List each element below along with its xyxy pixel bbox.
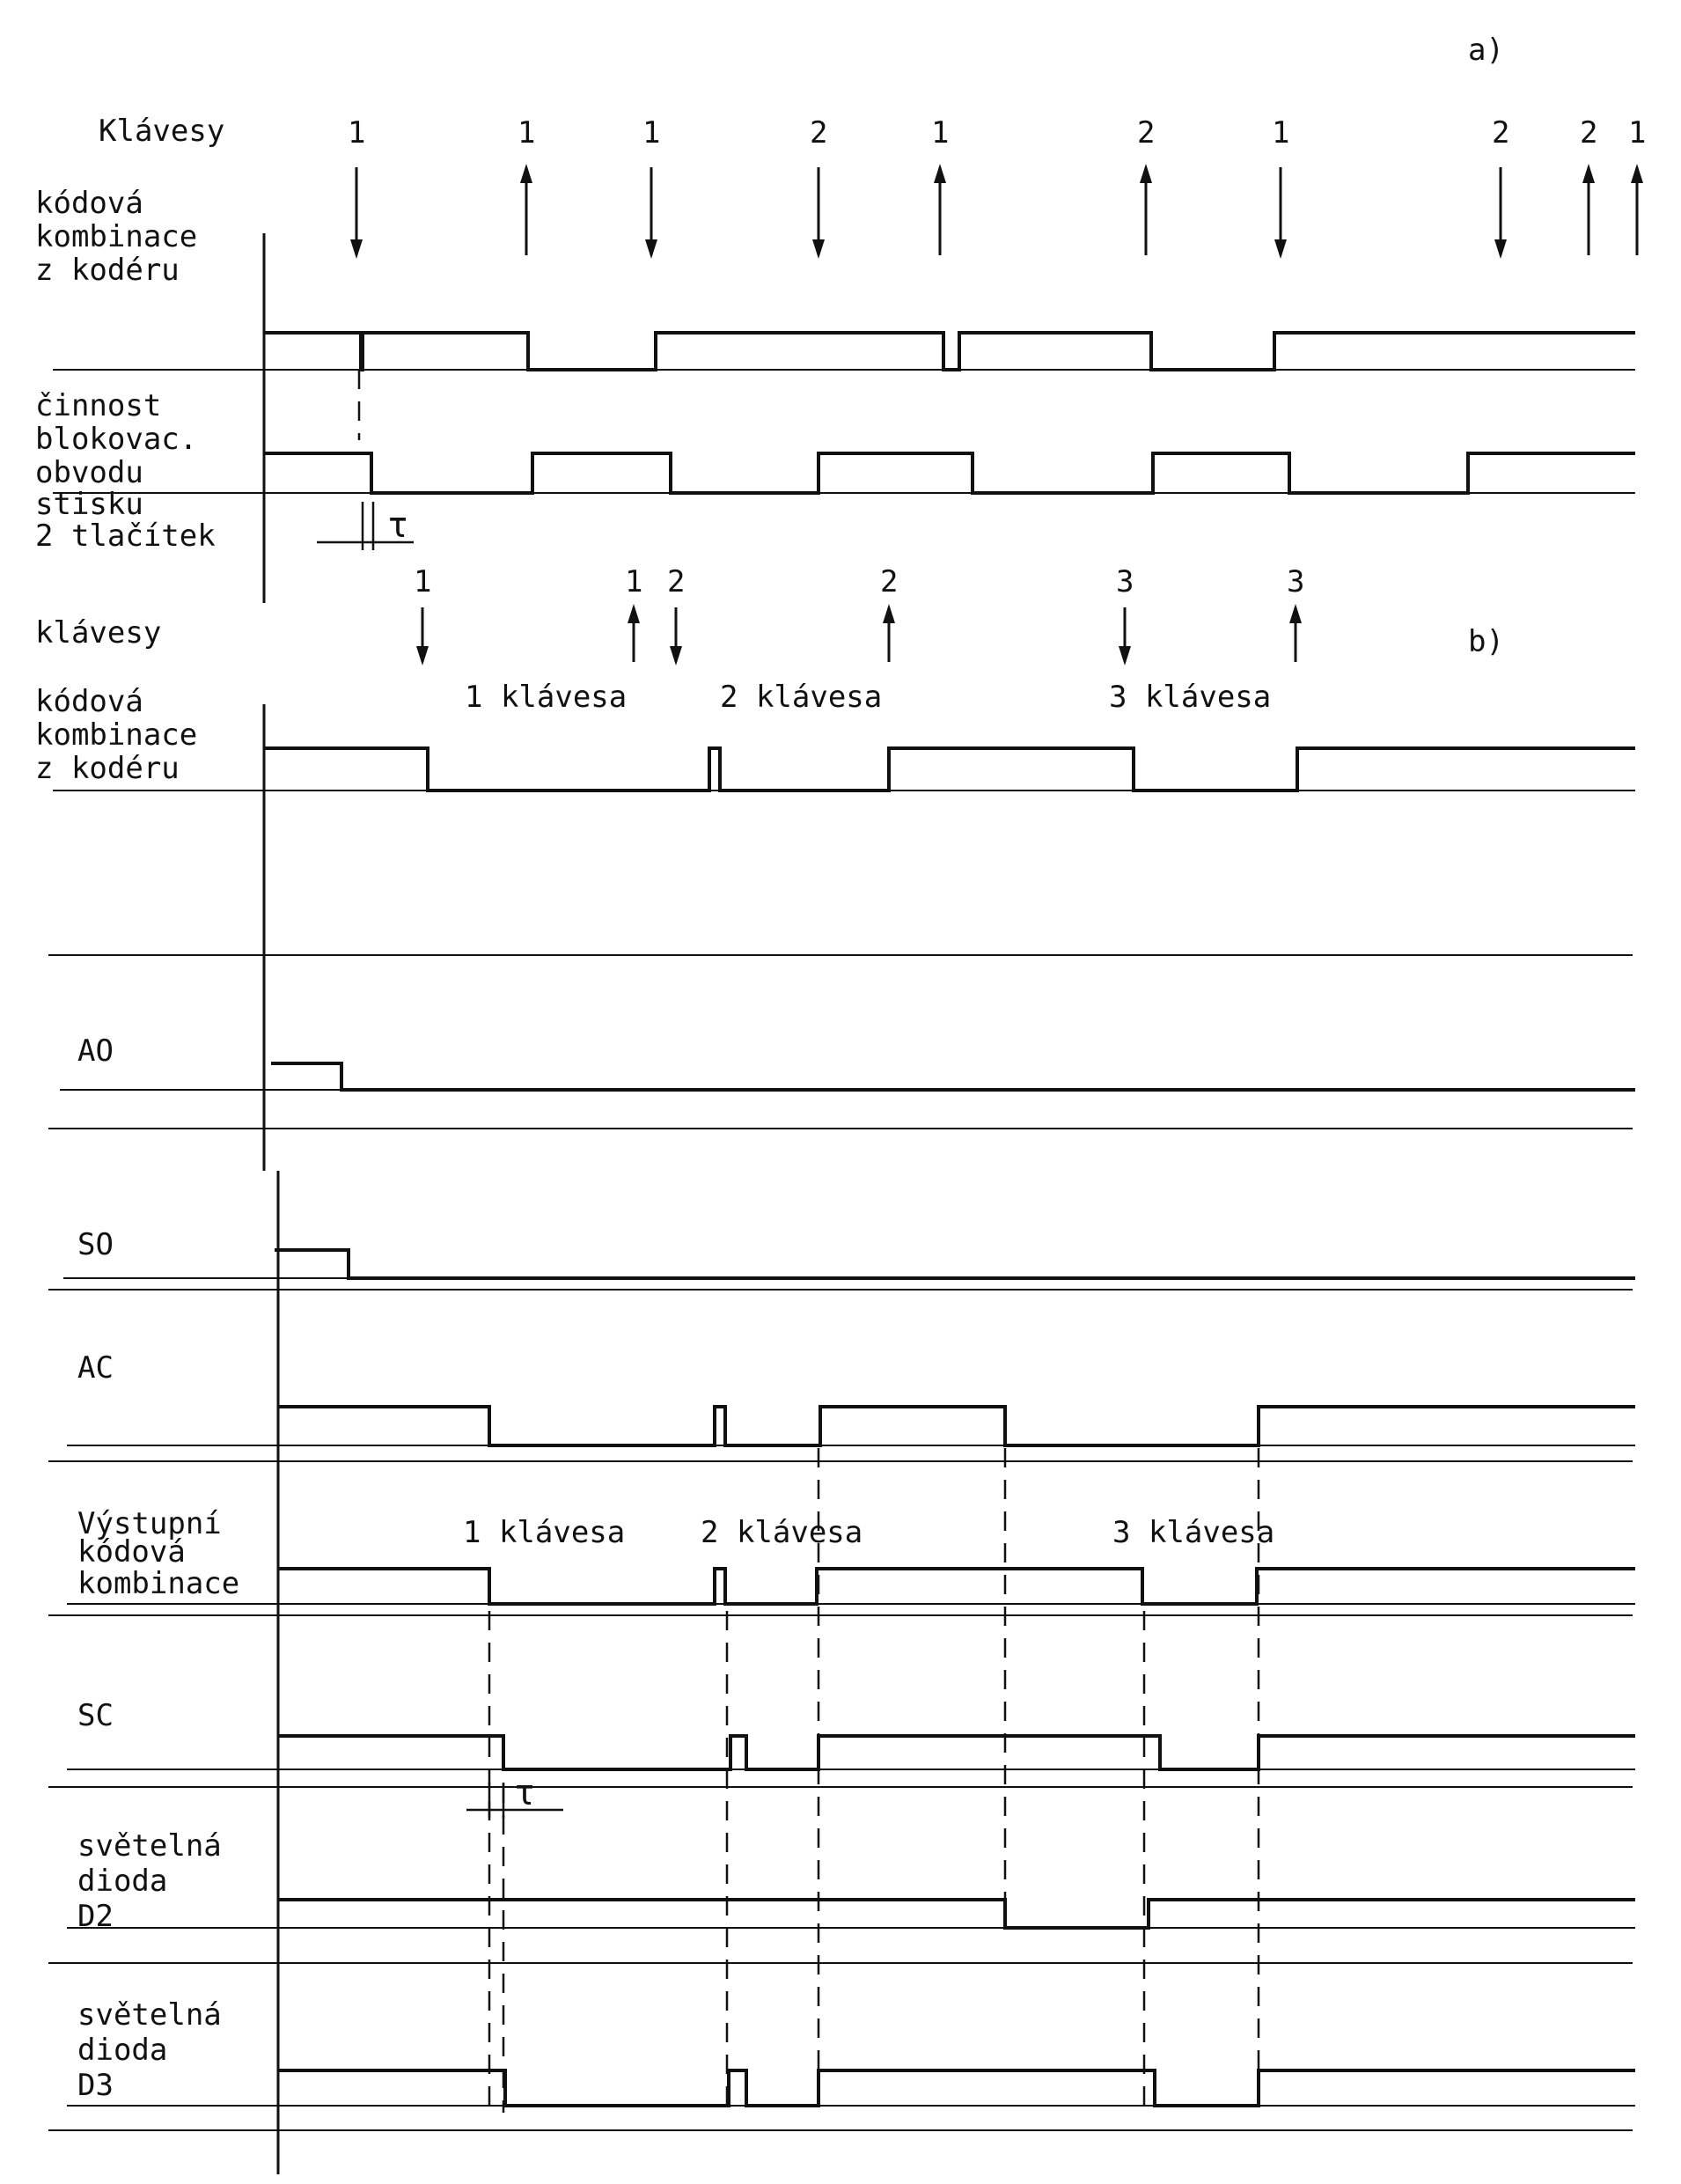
arrow-down-icon [416, 646, 429, 665]
part-a-blocking-label-line: činnost [35, 388, 162, 423]
output-annotation: 3 klávesa [1112, 1515, 1275, 1550]
d3-label [77, 1997, 239, 2103]
arrow-up-icon [1582, 164, 1595, 183]
tau-symbol-b: τ [514, 1773, 536, 1813]
arrow-down-icon [645, 239, 657, 259]
wave-d2 [278, 1900, 1635, 1928]
arrow-down-icon [812, 239, 825, 259]
key-number-a: 2 [1137, 115, 1156, 151]
guide-lines [48, 233, 1633, 2174]
output-code-label-line: Výstupní [77, 1506, 222, 1541]
d3-label-line: světelná [77, 1997, 222, 2033]
tau-symbol-a: τ [387, 505, 409, 546]
key-number-a: 1 [348, 115, 366, 151]
part-b-keys-title: klávesy [35, 615, 162, 651]
arrow-up-icon [520, 164, 532, 183]
key-number-a: 2 [810, 115, 828, 151]
part-a-keys-title: Klávesy [99, 114, 225, 149]
wave-output-code [278, 1569, 1635, 1604]
key-number-b: 2 [667, 564, 686, 599]
key-number-b: 1 [625, 564, 643, 599]
d2-label [77, 1828, 239, 1934]
ac-label: AC [77, 1350, 114, 1386]
code-annotation: 1 klávesa [465, 680, 628, 715]
wave-so [275, 1250, 1635, 1278]
key-number-b: 3 [1116, 564, 1134, 599]
arrow-down-icon [1119, 646, 1131, 665]
key-number-a: 1 [1272, 115, 1290, 151]
sc-label: SC [77, 1698, 114, 1733]
output-code-label-line: kódová [77, 1534, 186, 1570]
output-annotation: 2 klávesa [701, 1515, 863, 1550]
wave-d3 [278, 2070, 1635, 2106]
output-code-label [77, 1506, 239, 1601]
d2-label-line: D2 [77, 1899, 114, 1934]
part-a-blocking-label-line: stisku [35, 487, 143, 522]
code-annotation: 3 klávesa [1109, 680, 1272, 715]
arrow-down-icon [350, 239, 363, 259]
wave-a-code [264, 333, 1635, 370]
key-number-b: 3 [1287, 564, 1305, 599]
arrow-up-icon [934, 164, 946, 183]
arrow-up-icon [1631, 164, 1643, 183]
output-annotation: 1 klávesa [463, 1515, 626, 1550]
output-code-label-line: kombinace [77, 1566, 240, 1601]
ao-label: AO [77, 1033, 114, 1069]
arrow-down-icon [1494, 239, 1507, 259]
arrow-up-icon [1140, 164, 1152, 183]
key-number-a: 2 [1492, 115, 1510, 151]
d2-label-line: dioda [77, 1864, 168, 1899]
arrow-down-icon [1274, 239, 1287, 259]
key-number-b: 2 [880, 564, 899, 599]
part-a-code-label [35, 186, 216, 288]
key-number-a: 2 [1580, 115, 1598, 151]
so-label: SO [77, 1227, 114, 1262]
d3-label-line: D3 [77, 2068, 114, 2103]
wave-a-blocking [264, 453, 1635, 493]
part-a-blocking-label [35, 388, 216, 554]
waveforms [53, 333, 1635, 2106]
key-number-a: 1 [642, 115, 661, 151]
part-a-label: a) [1468, 33, 1504, 68]
wave-ac [278, 1407, 1635, 1445]
wave-sc [278, 1736, 1635, 1769]
arrow-up-icon [883, 604, 895, 623]
part-a-blocking-label-line: blokovac. [35, 422, 198, 457]
key-number-a: 1 [1628, 115, 1647, 151]
wave-ao [271, 1063, 1635, 1090]
key-number-b: 1 [414, 564, 432, 599]
key-markers [348, 115, 1646, 665]
part-b-label: b) [1468, 624, 1504, 659]
part-a-code-label-line: kombinace [35, 219, 198, 254]
part-a-blocking-label-line: obvodu [35, 455, 143, 490]
part-b-code-label-line: kombinace [35, 717, 198, 753]
part-b-code-label-line: kódová [35, 684, 143, 719]
part-a-blocking-label-line: 2 tlačítek [35, 518, 216, 554]
part-a-code-label-line: z kodéru [35, 253, 180, 288]
arrow-up-icon [628, 604, 640, 623]
part-a-code-label-line: kódová [35, 186, 143, 221]
wave-b-code [264, 748, 1635, 791]
d3-label-line: dioda [77, 2033, 168, 2068]
key-number-a: 1 [518, 115, 536, 151]
d2-label-line: světelná [77, 1828, 222, 1864]
key-number-a: 1 [931, 115, 950, 151]
arrow-up-icon [1289, 604, 1302, 623]
part-b-code-label [35, 684, 216, 786]
arrow-down-icon [670, 646, 682, 665]
code-annotation: 2 klávesa [720, 680, 883, 715]
part-b-code-label-line: z kodéru [35, 751, 180, 786]
